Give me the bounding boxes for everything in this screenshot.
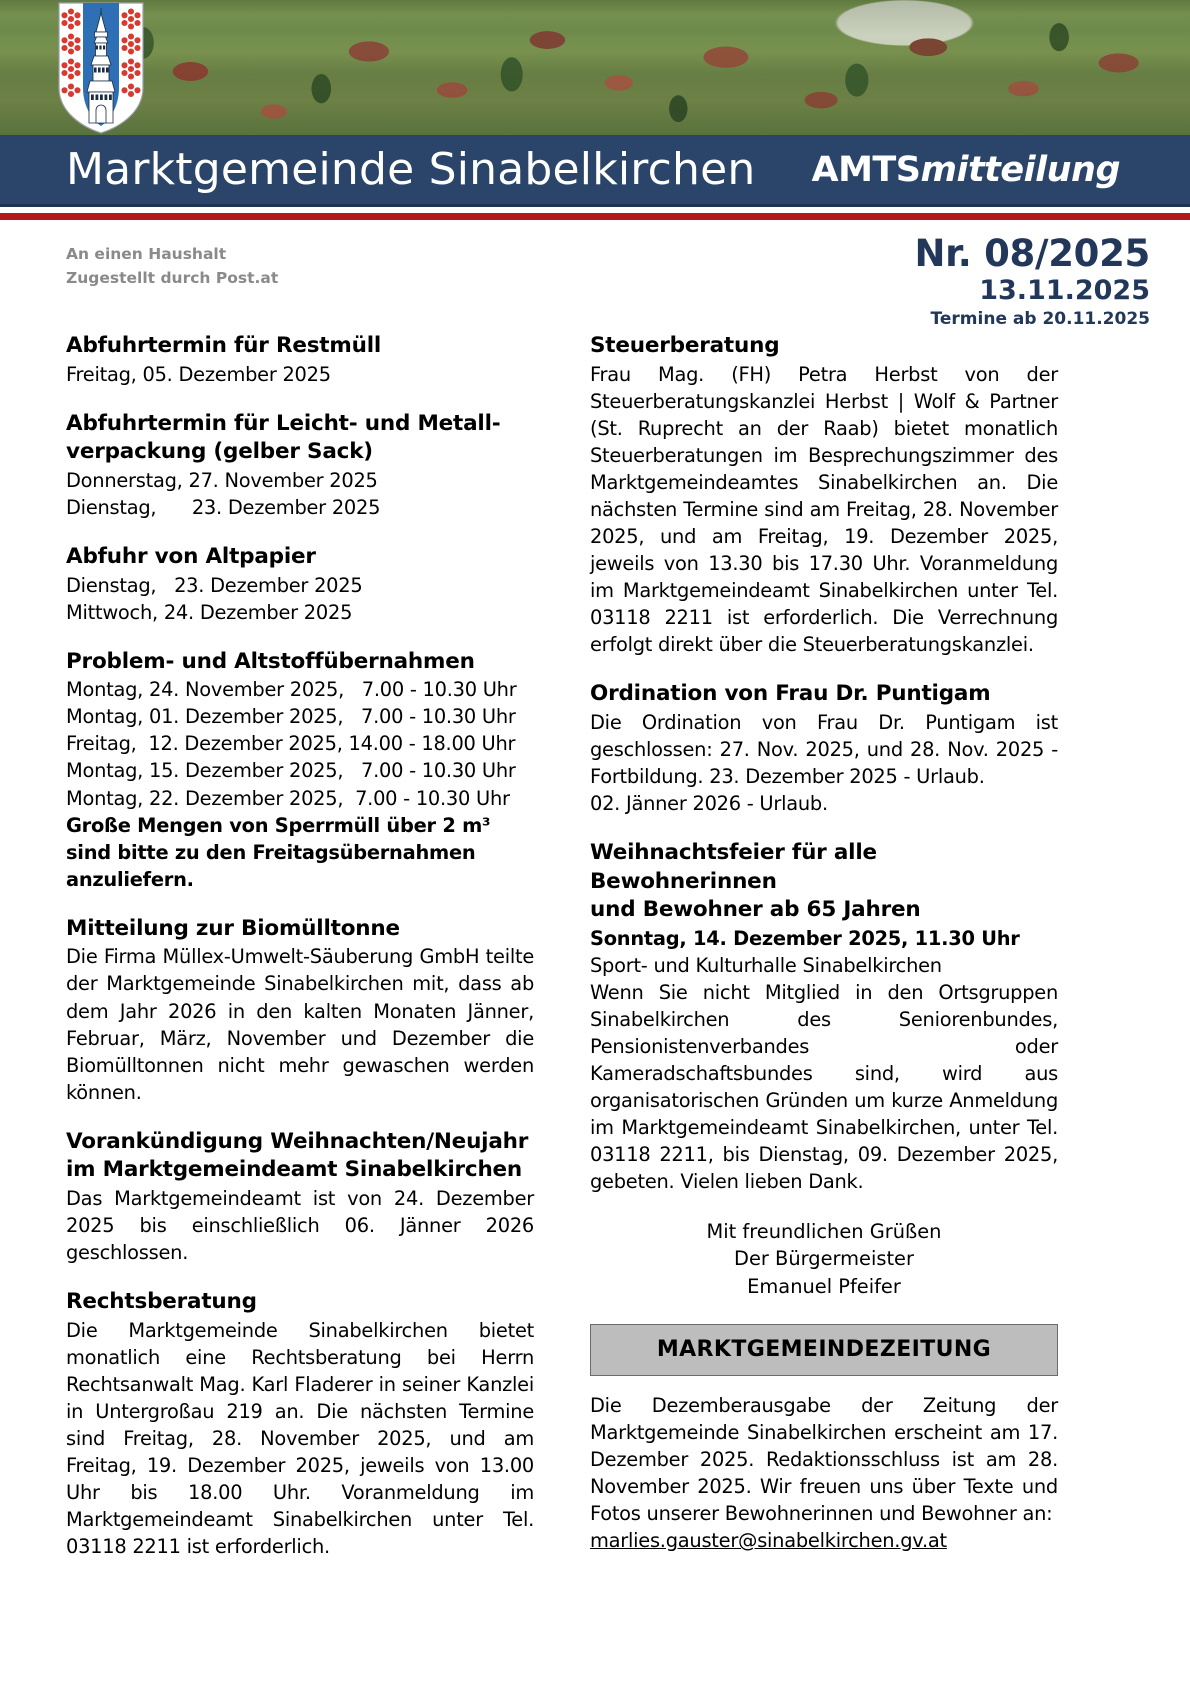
content-columns: [0, 332, 1190, 1560]
section-rechtsberatung: [66, 1288, 534, 1560]
coat-of-arms-icon: [58, 2, 144, 134]
weihnachtsfeier-text: Wenn Sie nicht Mitglied in den Ortsgruppen Sinabelkirchen des Seniorenbundes, Pensionistenverbandes oder Kameradschaftsbundes sind, wird aus organisatorischen Gründen um kurze Anmeldung im Marktgemeindeamt Sinabelkirchen, unter Tel. 03118 2211, bis Dienstag, 09. Dezember 2025, gebeten. Vielen lieben Dank.: [590, 981, 1058, 1194]
amts-prefix: AMTS: [811, 149, 921, 190]
section-altpapier: [66, 543, 534, 626]
problemstoffe-date-4: Montag, 15. Dezember 2025, 7.00 - 10.30 Uhr: [66, 759, 516, 783]
biomuell-text: Die Firma Müllex-Umwelt-Säuberung GmbH teilte der Marktgemeinde Sinabelkirchen mit, dass ab dem Jahr 2026 in den kalten Monaten Jänner, Februar, März, November und Dezember die Biomülltonnen nicht mehr gewaschen werden können.: [66, 945, 534, 1104]
section-biomuell: [66, 915, 534, 1106]
section-heading-restmuell: Abfuhrtermin für Restmüll: [66, 333, 382, 358]
issue-number: Nr. 08/2025: [914, 232, 1150, 275]
section-steuerberatung: [590, 332, 1058, 658]
problemstoffe-date-2: Montag, 01. Dezember 2025, 7.00 - 10.30 Uhr: [66, 705, 516, 729]
steuerberatung-text: Frau Mag. (FH) Petra Herbst von der Steuerberatungskanzlei Herbst | Wolf & Partner (St. Ruprecht an der Raab) bietet monatlich Steuerberatungen im Besprechungszimmer des Marktgemeindeamtes Sinabelkirchen an. Die nächsten Termine sind am Freitag, 28. November 2025, und am Freitag, 19. Dezember 2025, jeweils von 13.30 bis 17.30 Uhr. Voranmeldung im Marktgemeindeamt Sinabelkirchen unter Tel. 03118 2211 ist erforderlich. Die Verrechnung erfolgt direkt über die Steuerberatungskanzlei.: [590, 362, 1058, 657]
section-heading-vorankuendigung-line2: im Marktgemeindeamt Sinabelkirchen: [66, 1157, 523, 1183]
marktgemeindezeitung-banner: MARKTGEMEINDEZEITUNG: [590, 1324, 1058, 1376]
section-ordination: [590, 680, 1058, 817]
section-heading-gelber-sack-line1: Abfuhrtermin für Leicht- und Metall-: [66, 410, 501, 436]
marktgemeindezeitung-email[interactable]: [590, 1527, 1058, 1554]
altpapier-date-2: Mittwoch, 24. Dezember 2025: [66, 600, 353, 624]
section-heading-steuerberatung: Steuerberatung: [590, 333, 780, 358]
section-heading-biomuell: Mitteilung zur Biomülltonne: [66, 915, 400, 941]
gelber-sack-date-2: Dienstag, 23. Dezember 2025: [66, 495, 381, 519]
gelber-sack-date-1: Donnerstag, 27. November 2025: [66, 468, 378, 492]
issue-date: 13.11.2025: [979, 274, 1150, 306]
section-heading-weihnachtsfeier-line2: und Bewohner ab 65 Jahren: [590, 897, 921, 923]
masthead-title-band: [0, 135, 1190, 207]
section-heading-weihnachtsfeier-line1: Weihnachtsfeier für alle Bewohnerinnen: [590, 840, 877, 894]
amts-suffix: mitteilung: [920, 149, 1121, 190]
village-photo-banner: [0, 0, 1190, 143]
section-heading-ordination: Ordination von Frau Dr. Puntigam: [590, 681, 991, 707]
weihnachtsfeier-venue: Sport- und Kulturhalle Sinabelkirchen: [590, 953, 942, 977]
section-problemstoffe: [66, 648, 534, 893]
right-column: [590, 332, 1058, 1560]
altpapier-dates: [66, 572, 534, 626]
issue-info: [914, 234, 1150, 331]
divider-red: [0, 213, 1190, 220]
altpapier-date-1: Dienstag, 23. Dezember 2025: [66, 573, 363, 597]
section-restmuell: [66, 332, 534, 388]
problemstoffe-note: Große Mengen von Sperrmüll über 2 m³ sind bitte zu den Freitagsübernahmen anzuliefern.: [66, 813, 491, 891]
restmuell-dates: [66, 361, 534, 388]
section-weihnachtsfeier: [590, 839, 1058, 1195]
publication-type-title: [811, 150, 1120, 190]
publication-town-title: Marktgemeinde Sinabelkirchen: [66, 144, 756, 195]
ordination-extra-line: 02. Jänner 2026 - Urlaub.: [590, 792, 828, 816]
weihnachtsfeier-subheading: Sonntag, 14. Dezember 2025, 11.30 Uhr: [590, 926, 1020, 950]
problemstoffe-date-5: Montag, 22. Dezember 2025, 7.00 - 10.30 Uhr: [66, 786, 510, 810]
left-column: [66, 332, 534, 1560]
marktgemeindezeitung-text: Die Dezemberausgabe der Zeitung der Marktgemeinde Sinabelkirchen erscheint am 17. Dezember 2025. Redaktionsschluss ist am 28. November 2025. Wir freuen uns über Texte und Fotos unserer Bewohnerinnen und Bewohner an:: [590, 1394, 1058, 1526]
rechtsberatung-text: Die Marktgemeinde Sinabelkirchen bietet monatlich eine Rechtsberatung bei Herrn Rechtsanwalt Mag. Karl Fladerer in seiner Kanzlei in Untergroßau 219 an. Die nächsten Termine sind Freitag, 28. November 2025, und am Freitag, 19. Dezember 2025, jeweils von 13.00 Uhr bis 18.00 Uhr. Voranmeldung im Marktgemeindeamt Sinabelkirchen unter Tel. 03118 2211 ist erforderlich.: [66, 1318, 534, 1559]
section-heading-rechtsberatung: Rechtsberatung: [66, 1289, 257, 1315]
email-link-text[interactable]: marlies.gauster@sinabelkirchen.gv.at: [590, 1529, 947, 1553]
subheader: [0, 220, 1190, 332]
signature-name: Emanuel Pfeifer: [747, 1274, 901, 1298]
section-heading-problemstoffe: Problem- und Altstoffübernahmen: [66, 648, 475, 674]
section-heading-vorankuendigung-line1: Vorankündigung Weihnachten/Neujahr: [66, 1128, 529, 1154]
vorankuendigung-text: Das Marktgemeindeamt ist von 24. Dezember 2025 bis einschließlich 06. Jänner 2026 geschlossen.: [66, 1186, 534, 1265]
ordination-text: Die Ordination von Frau Dr. Puntigam ist geschlossen: 27. Nov. 2025, und 28. Nov. 2025 - Fortbildung. 23. Dezember 2025 - Urlaub.: [590, 710, 1058, 788]
signature-greeting: Mit freundlichen Grüßen: [706, 1219, 942, 1243]
problemstoffe-date-3: Freitag, 12. Dezember 2025, 14.00 - 18.00 Uhr: [66, 732, 516, 756]
signature-role: Der Bürgermeister: [734, 1247, 914, 1271]
problemstoffe-date-1: Montag, 24. November 2025, 7.00 - 10.30 Uhr: [66, 678, 517, 702]
signature-block: [590, 1218, 1058, 1301]
section-heading-altpapier: Abfuhr von Altpapier: [66, 543, 316, 569]
section-heading-gelber-sack-line2: verpackung (gelber Sack): [66, 439, 373, 465]
delivery-line-1: An einen Haushalt: [66, 245, 227, 263]
restmuell-date-1: Freitag, 05. Dezember 2025: [66, 362, 331, 386]
issue-note: Termine ab 20.11.2025: [930, 308, 1150, 329]
problemstoffe-dates: [66, 676, 534, 811]
gelber-sack-dates: [66, 467, 534, 521]
delivery-line-2: Zugestellt durch Post.at: [66, 269, 279, 288]
section-vorankuendigung: [66, 1128, 534, 1266]
section-gelber-sack: [66, 410, 534, 521]
masthead: [0, 0, 1190, 207]
